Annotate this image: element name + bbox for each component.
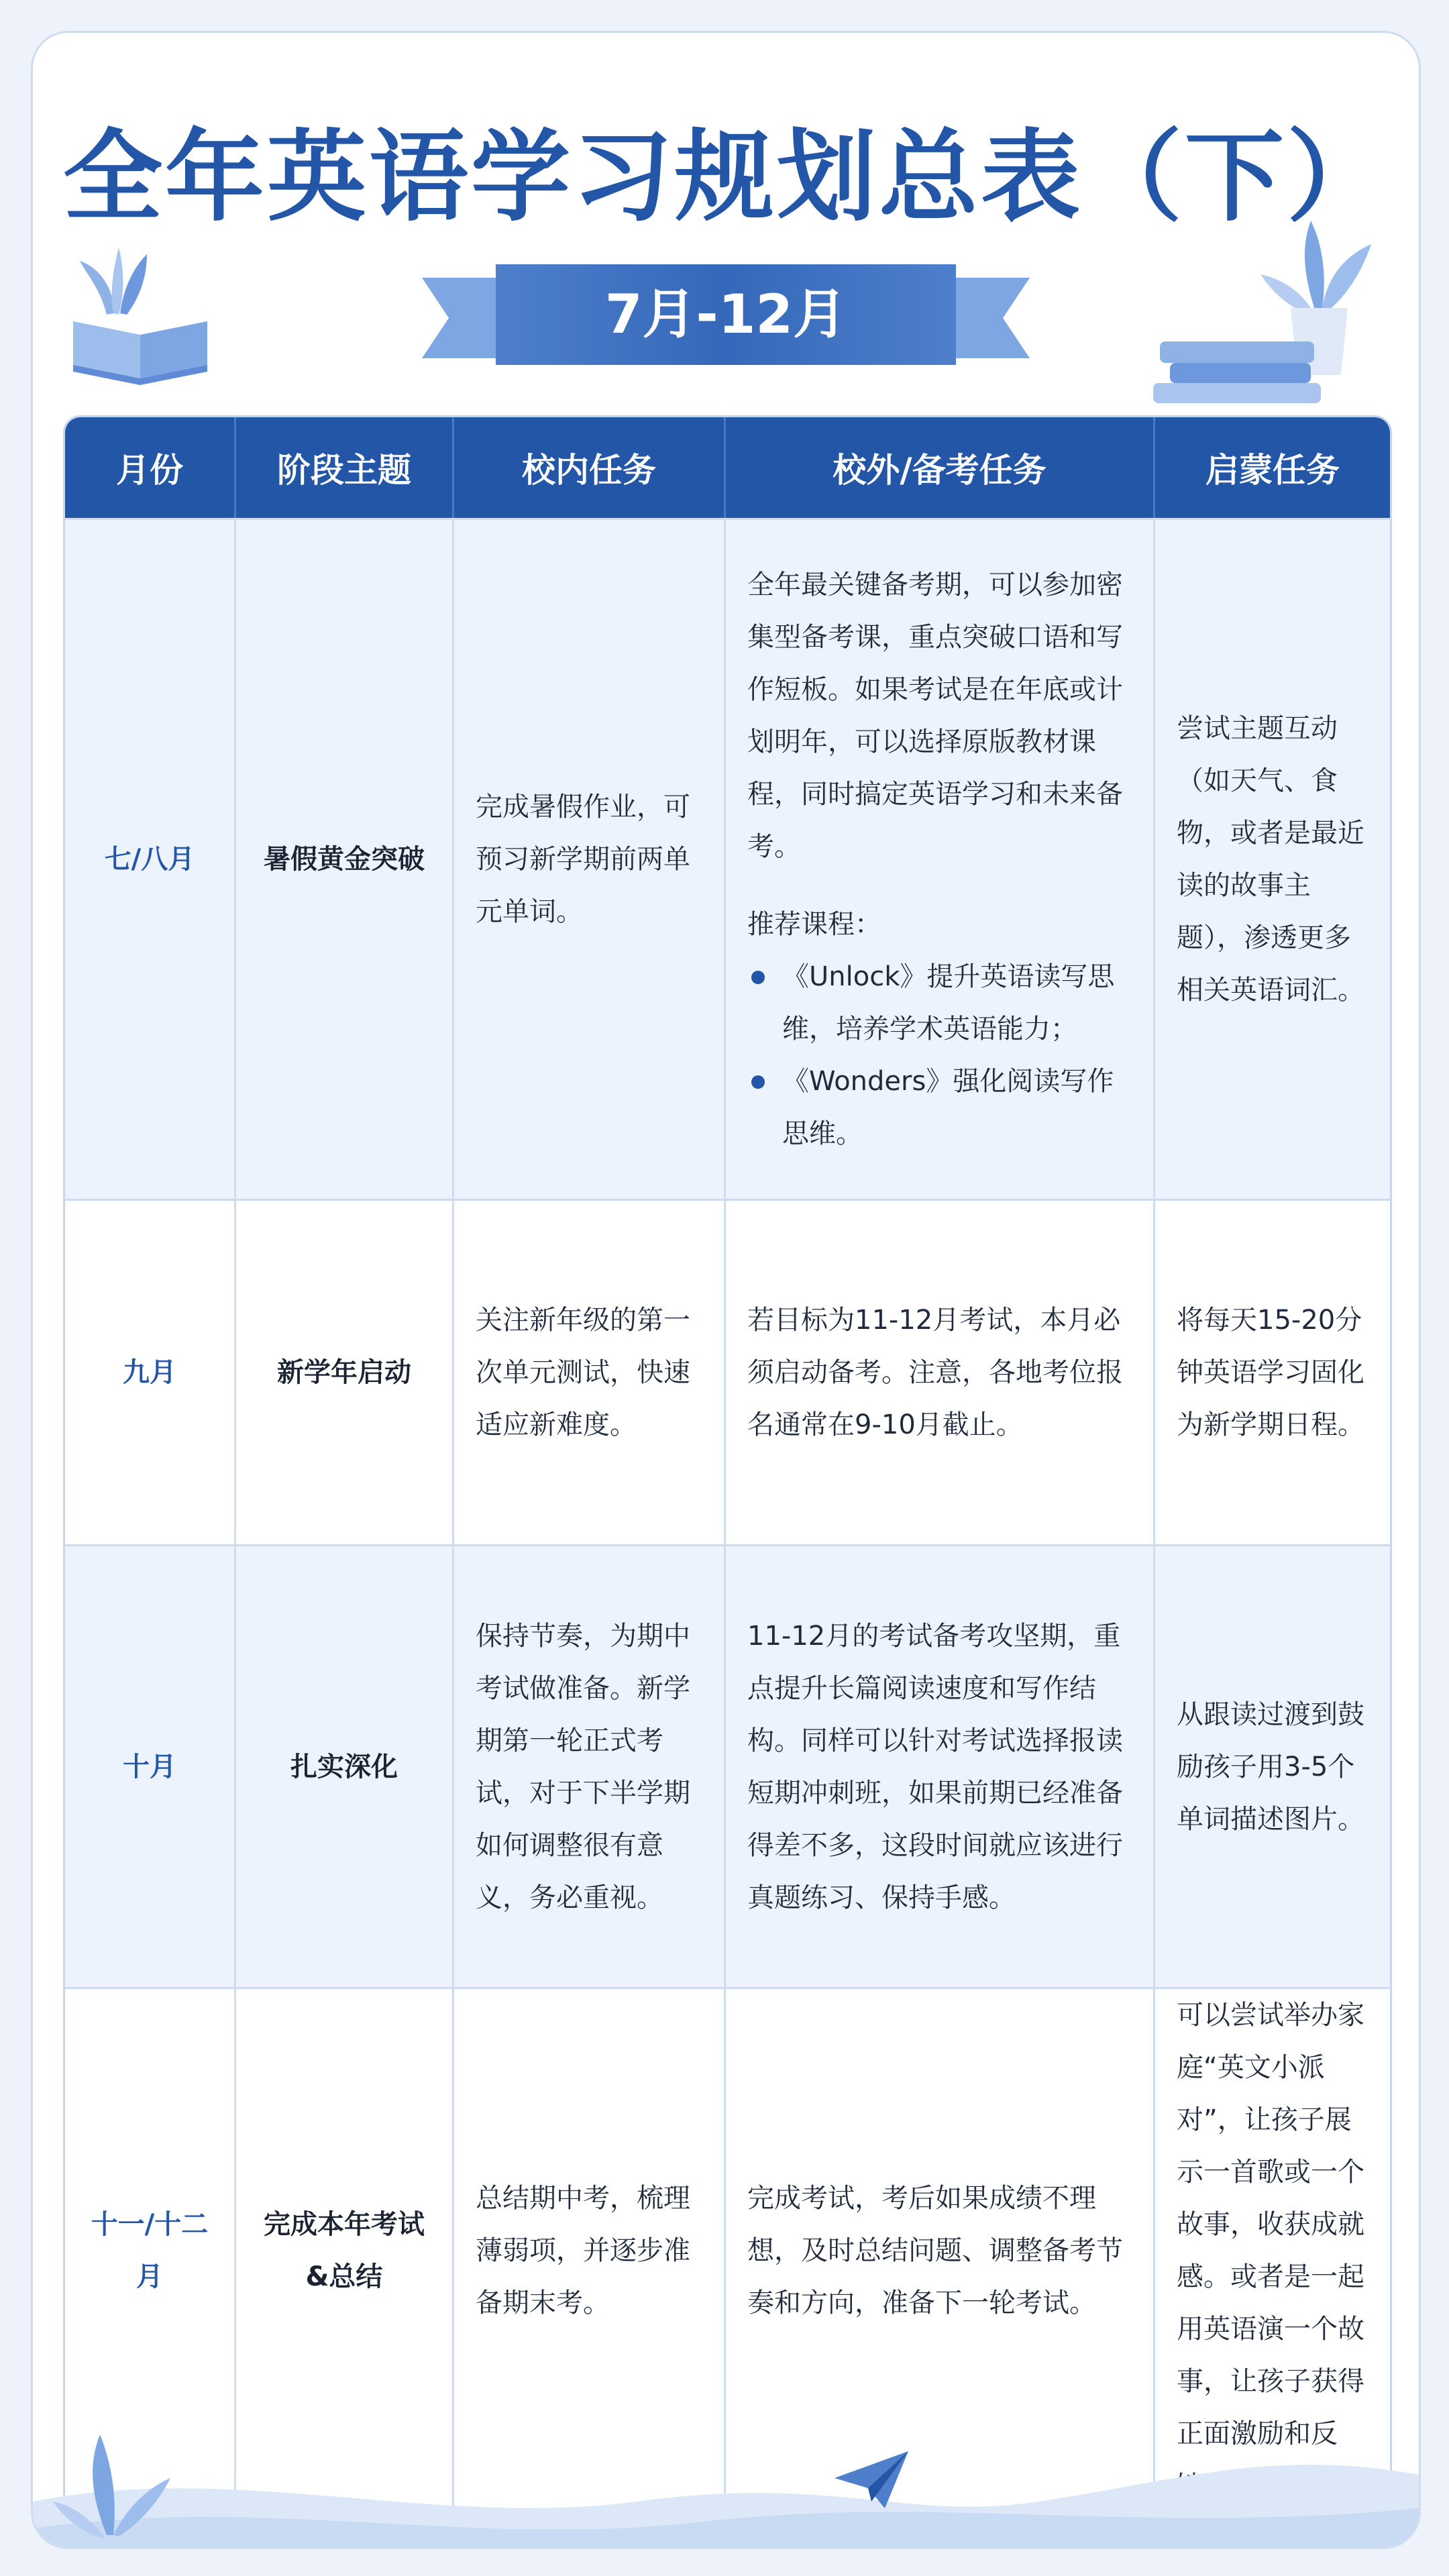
planning-table [63, 415, 1392, 2514]
month-cell: 七/八月 [65, 518, 236, 1199]
enlighten-task-cell: 尝试主题互动（如天气、食物，或者是最近读的故事主题），渗透更多相关英语词汇。 [1155, 518, 1390, 1199]
subtitle: 7月-12月 [604, 283, 847, 345]
paper-plane-icon [831, 2448, 912, 2515]
theme-cell: 完成本年考试&总结 [236, 1987, 454, 2512]
subtitle-ribbon [422, 264, 1030, 372]
recommend-label: 推荐课程： [747, 909, 881, 940]
table-header-row [65, 417, 1390, 518]
outside-task-cell [726, 518, 1155, 1199]
planner-card [31, 31, 1421, 2549]
outside-task-cell: 若目标为11-12月考试，本月必须启动备考。注意，各地考位报名通常在9-10月截止。 [726, 1199, 1155, 1544]
theme-cell: 暑假黄金突破 [236, 518, 454, 1199]
table-row [65, 1544, 1390, 1987]
theme-cell: 扎实深化 [236, 1544, 454, 1987]
books-plant-icon [1146, 207, 1401, 409]
header-outside-task: 校外/备考任务 [726, 417, 1155, 518]
enlighten-task-cell: 可以尝试举办家庭“英文小派对”，让孩子展示一首歌或一个故事，收获成就感。或者是一起用英语演一个故事，让孩子获得正面激励和反 [1155, 1987, 1390, 2512]
school-task-cell: 完成暑假作业，可预习新学期前两单元单词。 [454, 518, 726, 1199]
header-school-task: 校内任务 [454, 417, 726, 518]
table-row [65, 518, 1390, 1199]
month-cell: 十一/十二月 [65, 1987, 236, 2512]
list-item: 《Wonders》强化阅读写作思维。 [747, 1055, 1132, 1160]
enlighten-task-cell: 将每天15-20分钟英语学习固化为新学期日程。 [1155, 1199, 1390, 1544]
school-task-cell: 保持节奏，为期中考试做准备。新学期第一轮正式考试，对于下半学期如何调整很有意义，务必重视。 [454, 1544, 726, 1987]
header-enlighten-task: 启蒙任务 [1155, 417, 1390, 518]
outside-task-text: 全年最关键备考期，可以参加密集型备考课，重点突破口语和写作短板。如果考试是在年底或计划明年，可以选择原版教材课程，同时搞定英语学习和未来备考。 [747, 570, 1123, 862]
theme-cell: 新学年启动 [236, 1199, 454, 1544]
month-cell: 九月 [65, 1199, 236, 1544]
bottom-waves [33, 2421, 1419, 2548]
header-month: 月份 [65, 417, 236, 518]
school-task-cell: 总结期中考，梳理薄弱项，并逐步准备期末考。 [454, 1987, 726, 2512]
leaf-plant-icon [46, 2408, 180, 2542]
course-list [747, 951, 1132, 1160]
list-item: 《Unlock》提升英语读写思维，培养学术英语能力； [747, 951, 1132, 1055]
outside-task-cell: 完成考试，考后如果成绩不理想，及时总结问题、调整备考节奏和方向，准备下一轮考试。 [726, 1987, 1155, 2512]
school-task-cell: 关注新年级的第一次单元测试，快速适应新难度。 [454, 1199, 726, 1544]
page-title: 全年英语学习规划总表（下） [63, 119, 1389, 235]
outside-task-cell: 11-12月的考试备考攻坚期，重点提升长篇阅读速度和写作结构。同样可以针对考试选择报读短期冲刺班，如果前期已经准备得差不多，这段时间就应该进行真题练习、保持手感。 [726, 1544, 1155, 1987]
book-plant-icon [60, 234, 221, 388]
table-row [65, 1199, 1390, 1544]
header-theme: 阶段主题 [236, 417, 454, 518]
enlighten-task-cell: 从跟读过渡到鼓励孩子用3-5个单词描述图片。 [1155, 1544, 1390, 1987]
month-cell: 十月 [65, 1544, 236, 1987]
